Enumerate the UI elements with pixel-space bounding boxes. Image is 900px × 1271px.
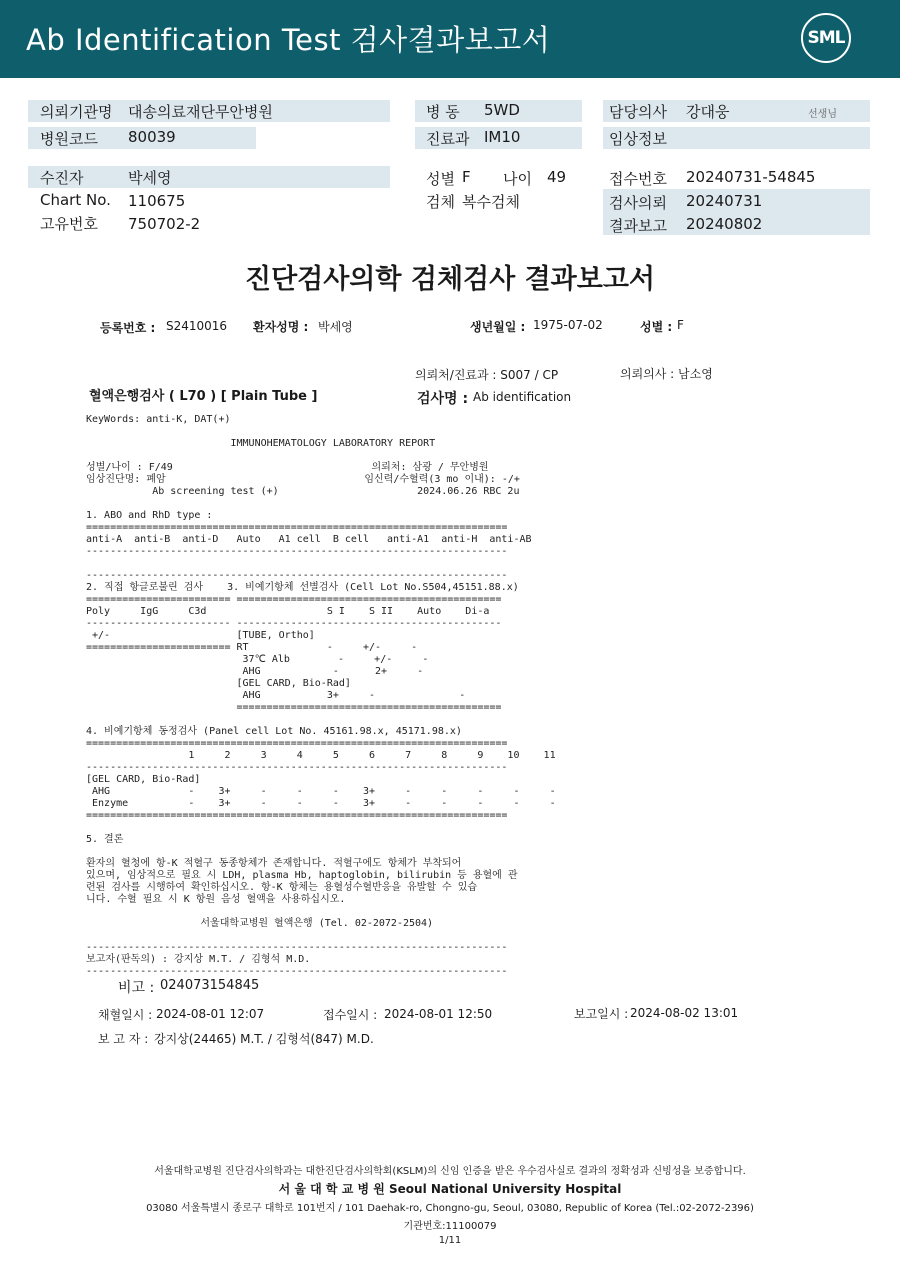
receipt-value: 20240731-54845	[686, 168, 816, 186]
certification-note: 서울대학교병원 진단검사의학과는 대한진단검사의학회(KSLM)의 신임 인증을 받은 우수검사실로 결과의 정확성과 신빙성을 보증합니다.	[154, 1166, 746, 1177]
reg-label: 등록번호 :	[100, 321, 156, 335]
doctor-value: 강대웅	[686, 103, 730, 121]
receive-label: 접수일시 :	[323, 1008, 378, 1022]
institution-label: 의뢰기관명	[40, 103, 113, 121]
sex-value: F	[462, 168, 471, 186]
sex-label: 성별	[426, 170, 455, 188]
hospital-code-label: 병원코드	[40, 130, 98, 148]
reporter-value: 강지상(24465) M.T. / 김형석(847) M.D.	[154, 1032, 374, 1046]
request-date-label: 검사의뢰	[609, 194, 667, 212]
chart-value: 110675	[128, 192, 186, 210]
chart-label: Chart No.	[40, 191, 111, 209]
header-bar	[0, 0, 900, 78]
dept-value: IM10	[484, 128, 521, 146]
hospital-code-value: 80039	[128, 128, 176, 146]
dob-value: 1975-07-02	[533, 318, 603, 332]
unique-id-label: 고유번호	[40, 215, 98, 233]
hospital-address: 03080 서울특별시 종로구 대학로 101번지 / 101 Daehak-ro, Chongno-gu, Seoul, 03080, Republic of Korea (Tel.:02-2072-2396)	[146, 1203, 754, 1214]
collect-label: 채혈일시 :	[98, 1008, 153, 1022]
patient-name-value: 박세영	[318, 320, 353, 334]
receipt-label: 접수번호	[609, 170, 667, 188]
specimen-value: 복수검체	[462, 193, 520, 211]
reporter-label: 보 고 자 :	[98, 1032, 149, 1046]
unique-id-value: 750702-2	[128, 215, 201, 233]
ward-label: 병 동	[426, 103, 460, 121]
report-date-label: 결과보고	[609, 217, 667, 235]
page-title: Ab Identification Test 검사결과보고서	[26, 23, 551, 57]
dept-line: 의뢰처/진료과 : S007 / CP	[415, 368, 559, 382]
test-name-label: 검사명 :	[417, 391, 469, 407]
dob-label: 생년월일 :	[470, 320, 526, 334]
test-group: 혈액은행검사 ( L70 ) [ Plain Tube ]	[89, 389, 318, 404]
requesting-doctor: 의뢰의사 : 남소영	[620, 367, 713, 381]
report-sex-label: 성별 :	[640, 320, 673, 334]
request-date-value: 20240731	[686, 192, 763, 210]
institution-number: 기관번호:11100079	[403, 1221, 497, 1232]
sml-logo: SML	[801, 13, 851, 63]
report-title: 진단검사의학 검체검사 결과보고서	[244, 264, 656, 295]
clinical-label: 임상정보	[609, 130, 667, 148]
patient-label: 수진자	[40, 169, 84, 187]
remark-value: 024073154845	[160, 978, 260, 993]
lab-report-body: KeyWords: anti-K, DAT(+) IMMUNOHEMATOLOGY LABORATORY REPORT 성별/나이 : F/49 의뢰처: 삼광 / 무안병원 임상진단명: 폐암 임신력/수혈력(3 mo 이내): -/+ Ab screening test (+) 2024.06.26 RBC 2u 1. ABO and RhD type : ====================================================================== anti-A anti-B anti-D Auto A1 cell B cell anti-A1 anti-H anti-AB ---------------------------------------------------------------------- ---------------------------------------------------------------------- 2. 직접 항글로불린 검사 3. 비예기항체 선별검사 (Cell Lot No.S504,45151.88.x) ======================== ============================================ Poly IgG C3d S I S II Auto Di-a ------------------------ -------------------------------------------- +/- [TUBE, Ortho] ======================== RT - +/- - 37℃ Alb - +/- - AHG - 2+ - [GEL CARD, Bio-Rad] AHG 3+ - - ============================================ 4. 비예기항체 동정검사 (Panel cell Lot No. 45161.98.x, 45171.98.x) ====================================================================== 1 2 3 4 5 6 7 8 9 10 11 ---------------------------------------------------------------------- [GEL CARD, Bio-Rad] AHG - 3+ - - - 3+ - - - - - Enzyme - 3+ - - - 3+ - - - - - ====================================================================== 5. 결론 환자의 혈청에 항-K 적혈구 동종항체가 존재합니다. 적혈구에도 항체가 부착되어 있으며, 임상적으로 필요 시 LDH, plasma Hb, haptoglobin, bilirubin 등 용혈에 관 련된 검사를 시행하여 확인하십시오. 항-K 항체는 용혈성수혈반응을 유발할 수 있습 니다. 수혈 필요 시 K 항원 음성 혈액을 사용하십시오. 서울대학교병원 혈액은행 (Tel. 02-2072-2504) ---------------------------------------------------------------------- 보고자(판독의) : 강지상 M.T. / 김형석 M.D. ----------------------------------------------------------------------	[86, 414, 556, 977]
ward-value: 5WD	[484, 101, 520, 119]
test-name-value: Ab identification	[473, 390, 572, 404]
receive-value: 2024-08-01 12:50	[384, 1007, 493, 1021]
patient-name-label: 환자성명 :	[253, 320, 309, 334]
patient-value: 박세영	[128, 169, 172, 187]
specimen-label: 검체	[426, 193, 455, 211]
doctor-suffix: 선생님	[808, 109, 837, 120]
report-date-value: 20240802	[686, 215, 763, 233]
remark-label: 비고 :	[118, 980, 155, 996]
reg-value: S2410016	[166, 319, 228, 333]
institution-value: 대송의료재단무안병원	[128, 103, 273, 121]
dept-label: 진료과	[426, 130, 470, 148]
hospital-name: 서 울 대 학 교 병 원 Seoul National University Hospital	[278, 1182, 622, 1196]
age-label: 나이	[503, 170, 532, 188]
report-time-value: 2024-08-02 13:01	[630, 1006, 739, 1020]
collect-value: 2024-08-01 12:07	[156, 1007, 265, 1021]
report-time-label: 보고일시 :	[574, 1007, 629, 1021]
doctor-label: 담당의사	[609, 103, 667, 121]
report-sex-value: F	[677, 318, 684, 332]
page-number: 1/11	[438, 1235, 462, 1246]
age-value: 49	[547, 168, 567, 186]
